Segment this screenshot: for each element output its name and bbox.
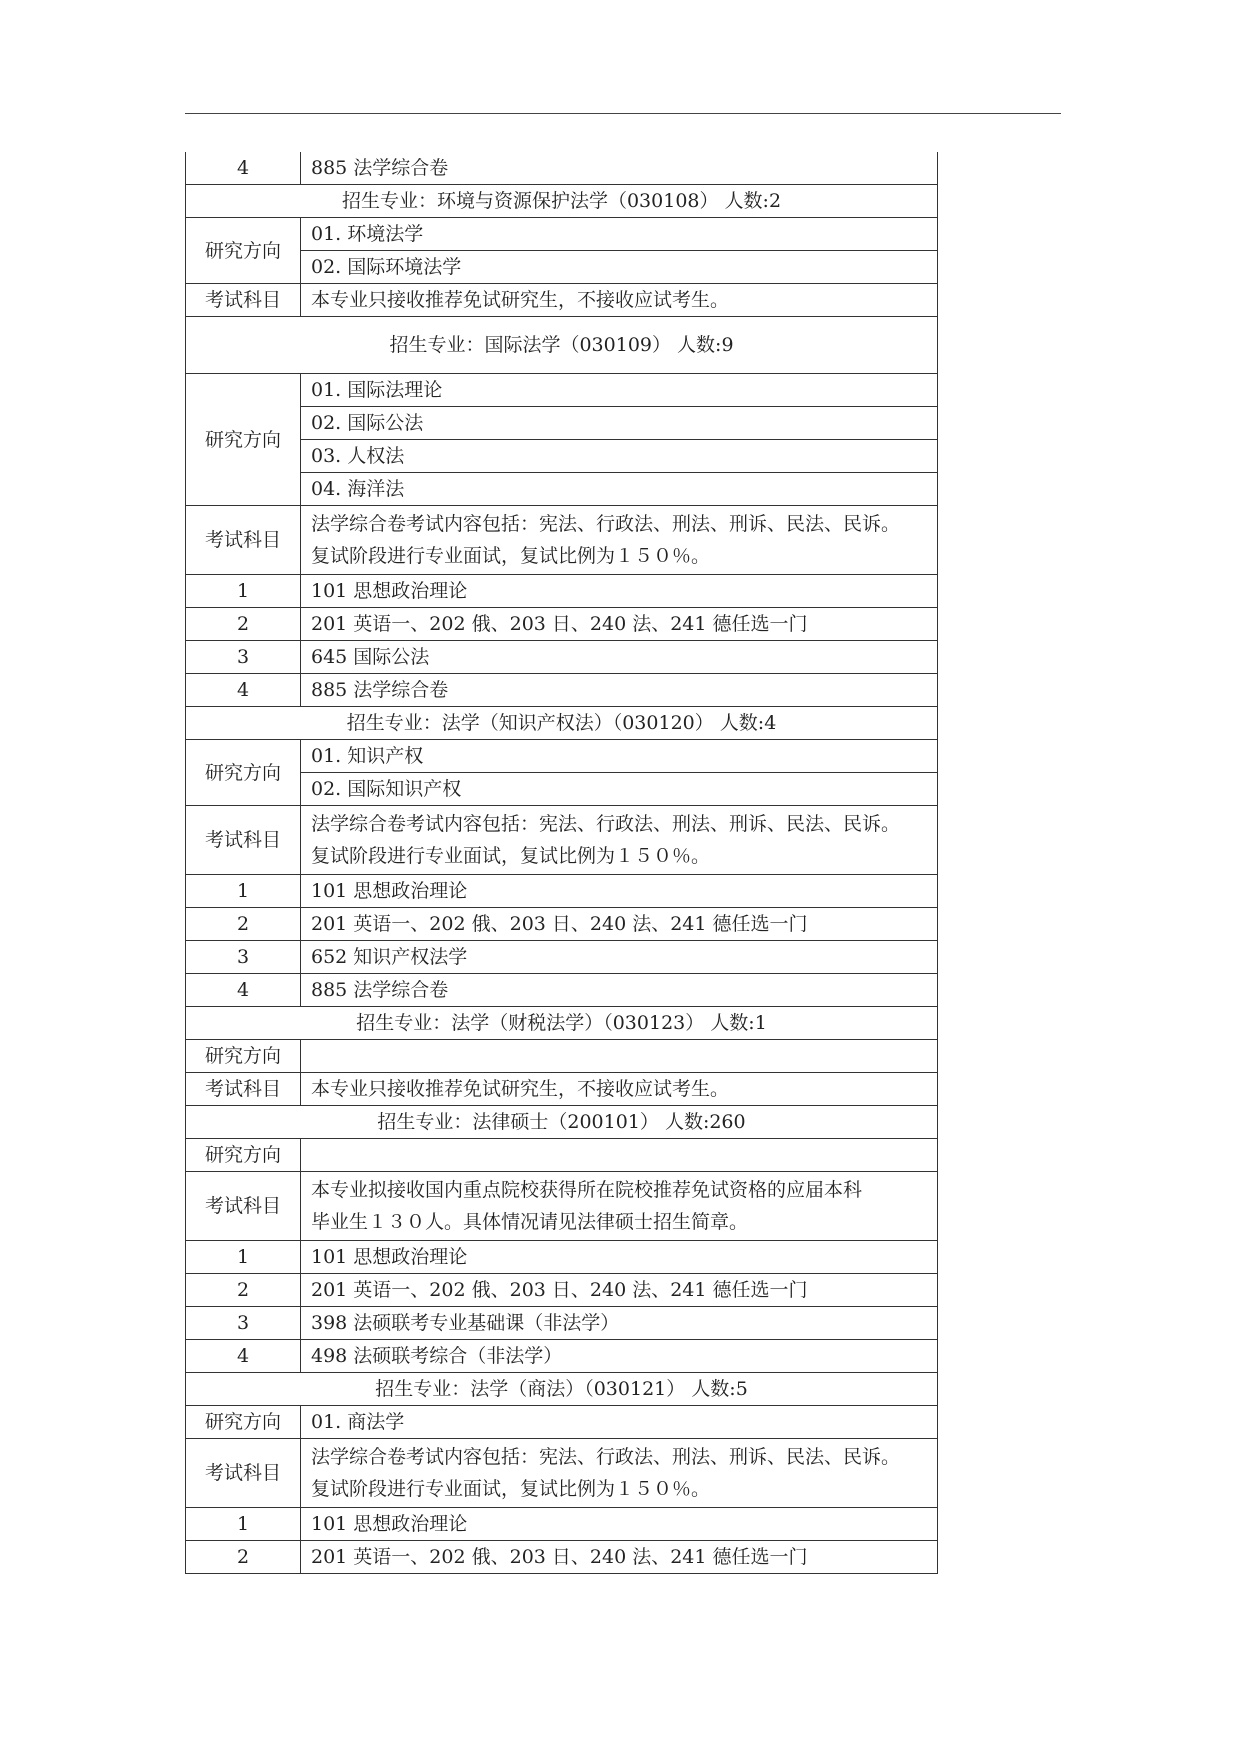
table-row	[186, 608, 938, 641]
exam-row	[186, 284, 938, 317]
subject-name: 201 英语一、202 俄、203 日、240 法、241 德任选一门	[301, 1274, 938, 1307]
exam-label: 考试科目	[186, 1439, 301, 1508]
direction-label: 研究方向	[186, 1040, 301, 1073]
subject-name: 201 英语一、202 俄、203 日、240 法、241 德任选一门	[301, 608, 938, 641]
subject-number: 4	[186, 674, 301, 707]
subject-name: 645 国际公法	[301, 641, 938, 674]
table-row	[186, 875, 938, 908]
subject-number: 1	[186, 575, 301, 608]
subject-name: 885 法学综合卷	[301, 674, 938, 707]
exam-note-line: 法学综合卷考试内容包括：宪法、行政法、刑法、刑诉、民法、民诉。	[311, 1446, 901, 1468]
table-row	[186, 1541, 938, 1574]
direction-label: 研究方向	[186, 374, 301, 506]
major-row	[186, 1373, 938, 1406]
subject-number: 3	[186, 941, 301, 974]
direction-item: 02. 国际公法	[301, 407, 938, 440]
direction-item: 02. 国际环境法学	[301, 251, 938, 284]
major-row	[186, 707, 938, 740]
exam-note	[301, 806, 938, 875]
subject-number: 4	[186, 1340, 301, 1373]
subject-name: 398 法硕联考专业基础课（非法学）	[301, 1307, 938, 1340]
table-row	[186, 1241, 938, 1274]
subject-number: 2	[186, 908, 301, 941]
direction-label: 研究方向	[186, 218, 301, 284]
exam-note-line: 本专业只接收推荐免试研究生，不接收应试考生。	[311, 1078, 730, 1100]
admissions-table	[185, 152, 938, 1574]
subject-number: 1	[186, 875, 301, 908]
exam-note-line: 本专业拟接收国内重点院校获得所在院校推荐免试资格的应届本科	[311, 1179, 863, 1201]
major-row	[186, 317, 938, 374]
exam-note-line: 复试阶段进行专业面试，复试比例为１５０％。	[311, 545, 711, 567]
direction-row	[186, 1406, 938, 1439]
major-title: 招生专业：法学（财税法学）（030123） 人数:1	[186, 1007, 938, 1040]
exam-note-line: 毕业生１３０人。具体情况请见法律硕士招生简章。	[311, 1211, 749, 1233]
subject-number: 4	[186, 974, 301, 1007]
exam-note	[301, 506, 938, 575]
table-row	[186, 1307, 938, 1340]
subject-number: 4	[186, 152, 301, 185]
major-row	[186, 1106, 938, 1139]
direction-row	[186, 218, 938, 251]
direction-item	[301, 1139, 938, 1172]
direction-label: 研究方向	[186, 1406, 301, 1439]
exam-note	[301, 1172, 938, 1241]
subject-name: 201 英语一、202 俄、203 日、240 法、241 德任选一门	[301, 1541, 938, 1574]
table-row	[186, 1508, 938, 1541]
exam-row	[186, 1172, 938, 1241]
subject-name: 885 法学综合卷	[301, 152, 938, 185]
exam-row	[186, 806, 938, 875]
exam-note-line: 复试阶段进行专业面试，复试比例为１５０％。	[311, 845, 711, 867]
table-row	[186, 941, 938, 974]
exam-row	[186, 1439, 938, 1508]
subject-name: 101 思想政治理论	[301, 1508, 938, 1541]
subject-name: 885 法学综合卷	[301, 974, 938, 1007]
exam-label: 考试科目	[186, 506, 301, 575]
exam-row	[186, 1073, 938, 1106]
subject-name: 101 思想政治理论	[301, 1241, 938, 1274]
direction-item	[301, 1040, 938, 1073]
table-row	[186, 974, 938, 1007]
table-row	[186, 641, 938, 674]
direction-label: 研究方向	[186, 740, 301, 806]
direction-item: 04. 海洋法	[301, 473, 938, 506]
subject-name: 498 法硕联考综合（非法学）	[301, 1340, 938, 1373]
exam-label: 考试科目	[186, 284, 301, 317]
subject-number: 2	[186, 608, 301, 641]
direction-item: 02. 国际知识产权	[301, 773, 938, 806]
direction-item: 01. 知识产权	[301, 740, 938, 773]
table-row	[186, 152, 938, 185]
major-title: 招生专业：法学（知识产权法）（030120） 人数:4	[186, 707, 938, 740]
exam-note	[301, 1073, 938, 1106]
direction-row	[186, 1139, 938, 1172]
subject-number: 2	[186, 1274, 301, 1307]
major-row	[186, 185, 938, 218]
major-title: 招生专业：法学（商法）（030121） 人数:5	[186, 1373, 938, 1406]
exam-label: 考试科目	[186, 1172, 301, 1241]
direction-item: 01. 环境法学	[301, 218, 938, 251]
major-row	[186, 1007, 938, 1040]
exam-note	[301, 284, 938, 317]
table-row	[186, 575, 938, 608]
exam-note-line: 本专业只接收推荐免试研究生，不接收应试考生。	[311, 289, 730, 311]
exam-note-line: 法学综合卷考试内容包括：宪法、行政法、刑法、刑诉、民法、民诉。	[311, 513, 901, 535]
exam-note-line: 法学综合卷考试内容包括：宪法、行政法、刑法、刑诉、民法、民诉。	[311, 813, 901, 835]
direction-item: 01. 商法学	[301, 1406, 938, 1439]
direction-row	[186, 740, 938, 773]
direction-row	[186, 1040, 938, 1073]
major-title: 招生专业：国际法学（030109） 人数:9	[186, 317, 938, 374]
exam-row	[186, 506, 938, 575]
table-row	[186, 674, 938, 707]
subject-name: 652 知识产权法学	[301, 941, 938, 974]
subject-name: 101 思想政治理论	[301, 875, 938, 908]
subject-number: 3	[186, 641, 301, 674]
exam-label: 考试科目	[186, 806, 301, 875]
exam-label: 考试科目	[186, 1073, 301, 1106]
direction-label: 研究方向	[186, 1139, 301, 1172]
subject-number: 2	[186, 1541, 301, 1574]
direction-row	[186, 374, 938, 407]
table-row	[186, 908, 938, 941]
direction-item: 03. 人权法	[301, 440, 938, 473]
subject-number: 1	[186, 1241, 301, 1274]
major-title: 招生专业：法律硕士（200101） 人数:260	[186, 1106, 938, 1139]
exam-note-line: 复试阶段进行专业面试，复试比例为１５０％。	[311, 1478, 711, 1500]
subject-name: 201 英语一、202 俄、203 日、240 法、241 德任选一门	[301, 908, 938, 941]
exam-note	[301, 1439, 938, 1508]
header-rule	[185, 113, 1061, 114]
table-row	[186, 1274, 938, 1307]
major-title: 招生专业：环境与资源保护法学（030108） 人数:2	[186, 185, 938, 218]
direction-item: 01. 国际法理论	[301, 374, 938, 407]
subject-name: 101 思想政治理论	[301, 575, 938, 608]
table-row	[186, 1340, 938, 1373]
subject-number: 1	[186, 1508, 301, 1541]
subject-number: 3	[186, 1307, 301, 1340]
